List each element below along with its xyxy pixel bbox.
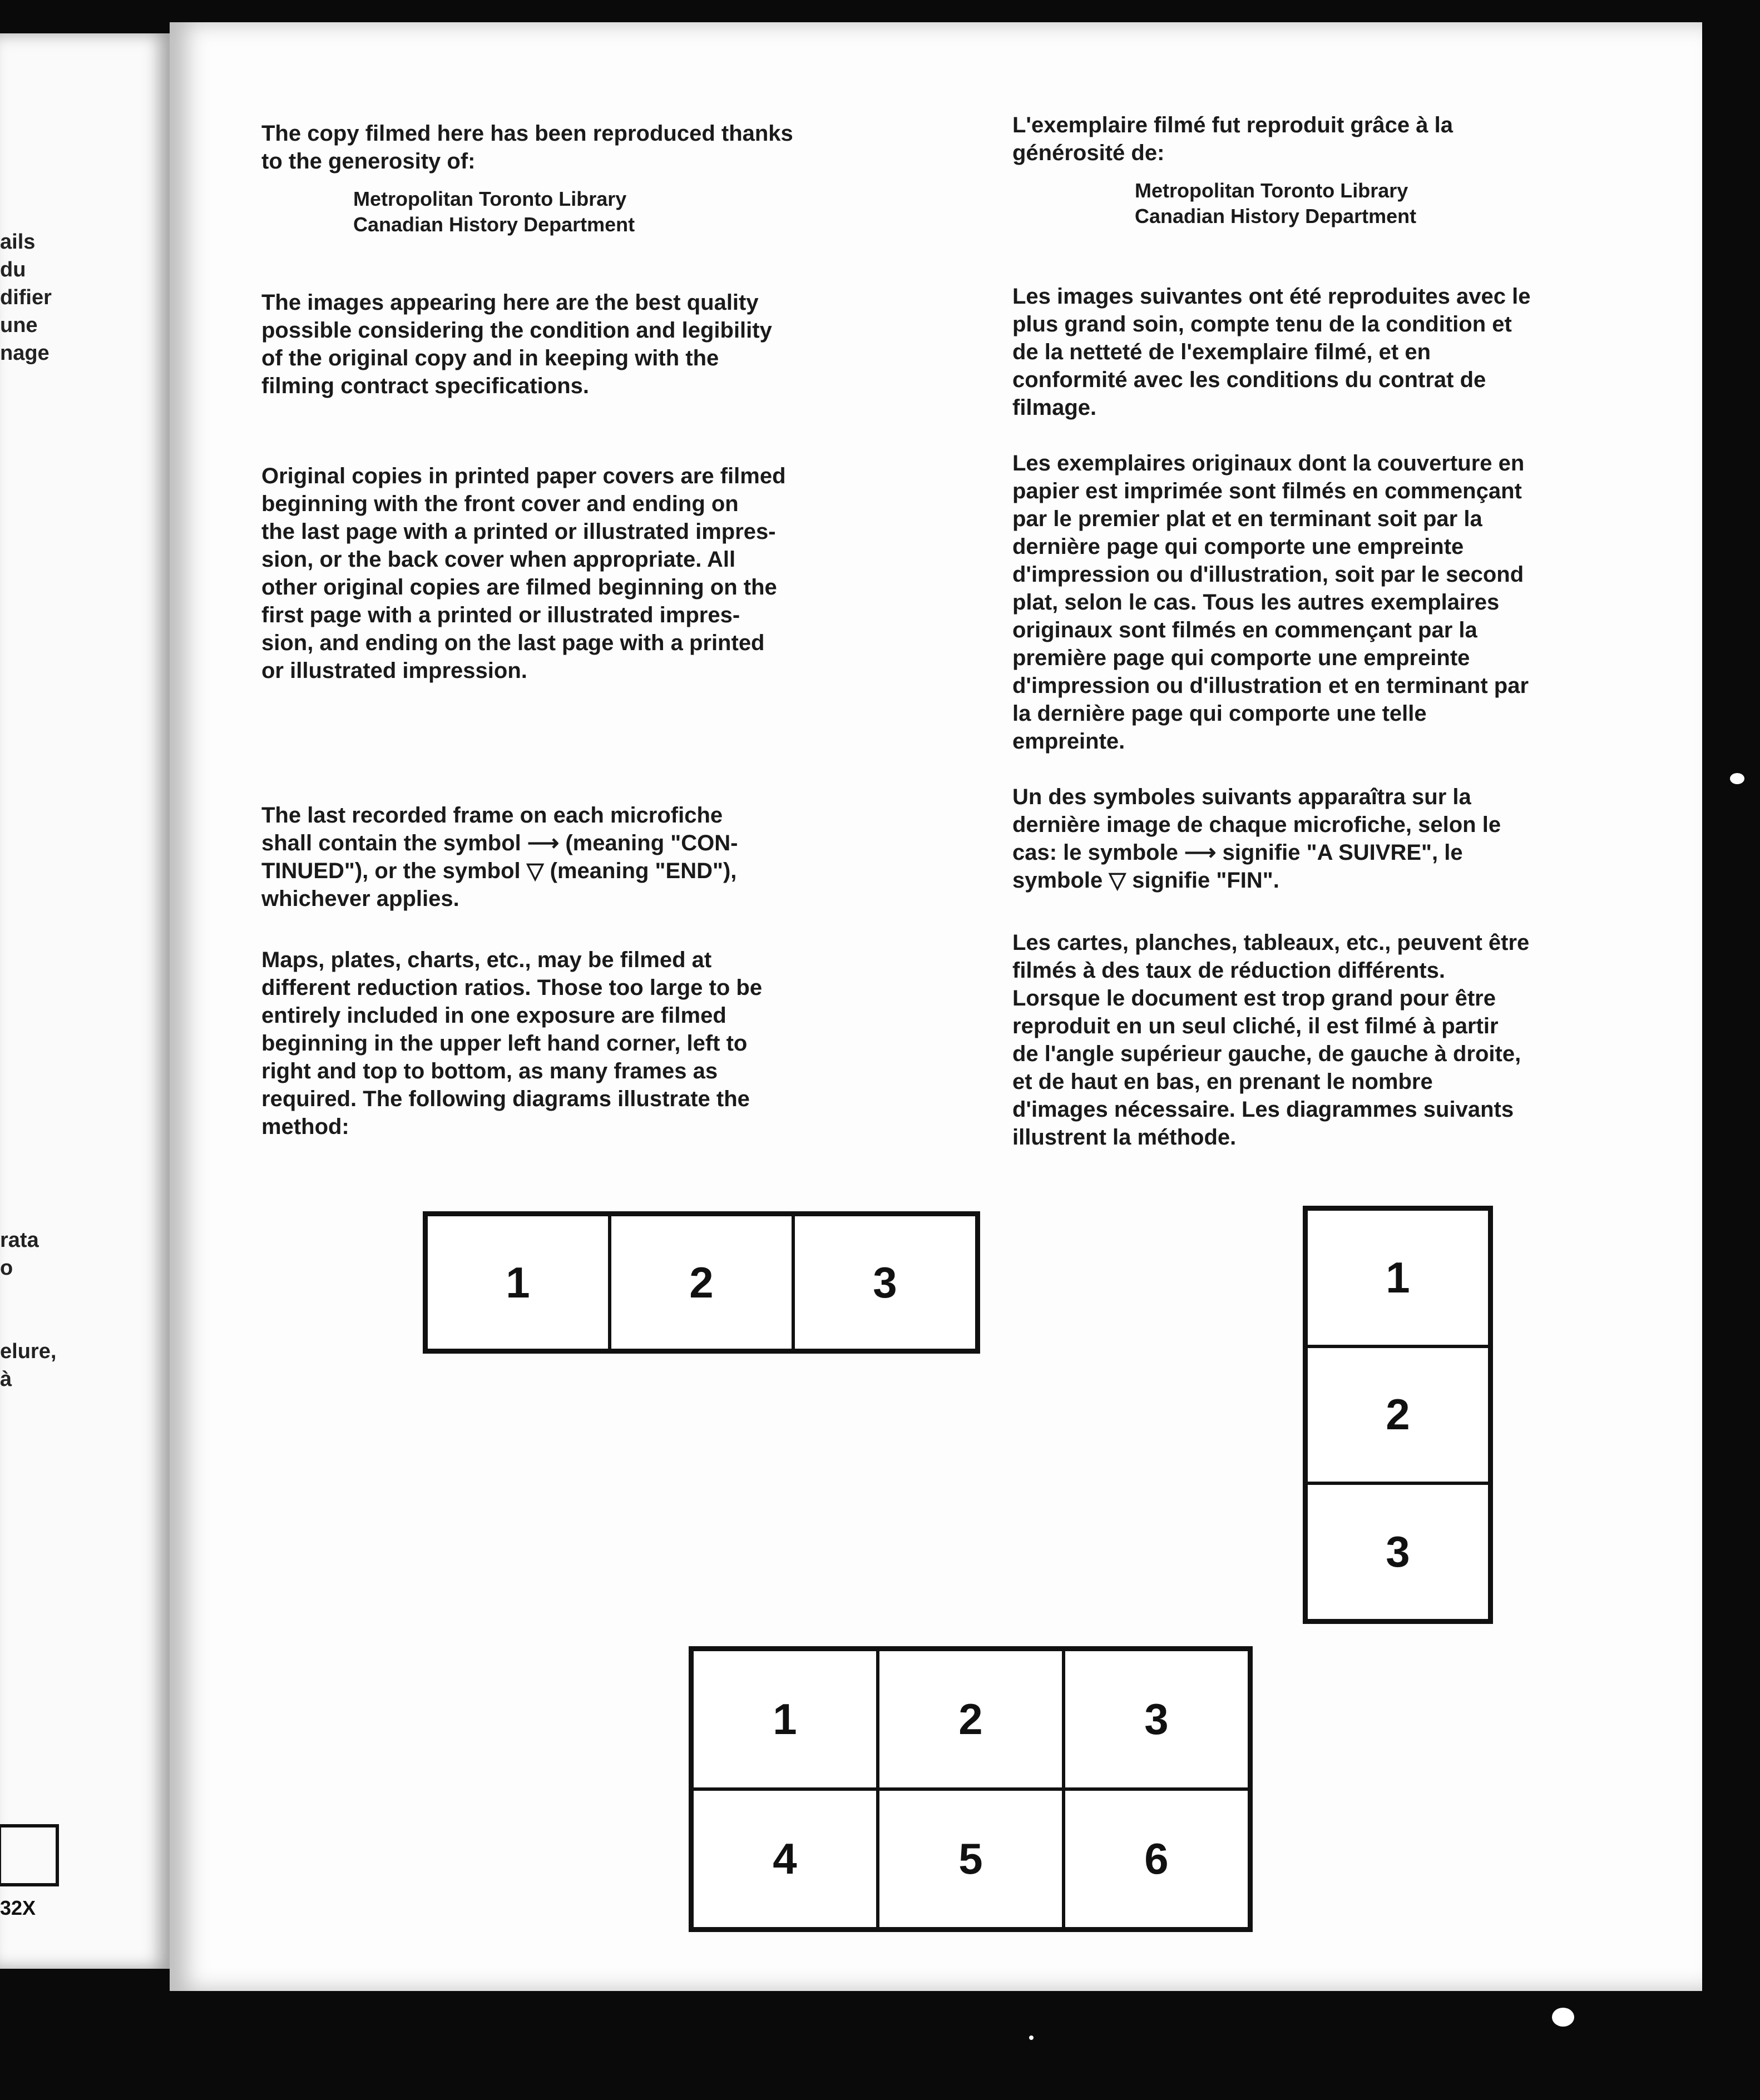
left-fragment: rata (0, 1229, 39, 1252)
left-fragment: elure, (0, 1340, 57, 1363)
frame-cell: 2 (610, 1215, 793, 1350)
frame-cell: 4 (692, 1789, 878, 1929)
left-fragment: une (0, 314, 38, 337)
french-institution: Metropolitan Toronto Library Canadian History Department (1135, 179, 1417, 227)
frame-cell: 3 (1064, 1650, 1249, 1789)
french-acknowledgement: L'exemplaire filmé fut reproduit grâce à la générosité de: (1012, 113, 1453, 165)
diagram-column (1303, 1206, 1493, 1624)
frame-cell: 1 (1306, 1209, 1490, 1346)
frame-cell: 2 (1306, 1346, 1490, 1484)
dust-speck (1730, 773, 1744, 784)
french-maps-paragraph: Les cartes, planches, tableaux, etc., peuvent être filmés à des taux de réduction différents. Lorsque le document est trop grand pour être reproduit en un seul cliché, il est filmé à partir de l'angle supérieur gauche, de gauche à droite, et de haut en bas, en prenant le nombre d'images nécessaire. Les diagrammes suivants illustrent la méthode. (1012, 930, 1530, 1150)
english-images-paragraph: The images appearing here are the best quality possible considering the condition and legibility of the original copy and in keeping with the filming contract specifications. (261, 290, 772, 398)
left-fragment: du (0, 258, 26, 281)
left-fragment: difier (0, 286, 52, 309)
left-fragment: nage (0, 341, 50, 365)
frame-cell: 2 (878, 1650, 1064, 1789)
reduction-label: 32X (0, 1896, 36, 1919)
frame-cell: 3 (1306, 1483, 1490, 1621)
diagram-grid (689, 1646, 1253, 1932)
frame-cell: 5 (878, 1789, 1064, 1929)
english-maps-paragraph: Maps, plates, charts, etc., may be filmed at different reduction ratios. Those too large to be entirely included in one exposure are filmed beginning in the upper left hand corner, left to right and top to bottom, as many frames as required. The following diagrams illustrate the method: (261, 948, 763, 1139)
left-fragment: ails (0, 230, 36, 254)
left-frame-box (0, 1824, 59, 1886)
english-symbols-paragraph: The last recorded frame on each microfiche shall contain the symbol ⟶ (meaning "CON- TINUED"), or the symbol ▽ (meaning "END"), whichever applies. (261, 803, 738, 911)
english-institution: Metropolitan Toronto Library Canadian History Department (353, 187, 635, 236)
adjacent-page-fragment (0, 33, 170, 1969)
dust-speck (1029, 2035, 1034, 2040)
frame-cell: 1 (692, 1650, 878, 1789)
frame-cell: 1 (426, 1215, 610, 1350)
french-originals-paragraph: Les exemplaires originaux dont la couverture en papier est imprimée sont filmés en commençant par le premier plat et en terminant soit par la dernière page qui comporte une empreinte d'impression ou d'illustration, soit par le second plat, selon le cas. Tous les autres exemplaires originaux sont filmés en commençant par la première page qui comporte une empreinte d'impression ou d'illustration et en terminant par la dernière page qui comporte une telle empreinte. (1012, 451, 1529, 754)
english-column (261, 120, 901, 1141)
english-originals-paragraph: Original copies in printed paper covers are filmed beginning with the front cover and ending on the last page with a printed or illustrated impres- sion, or the back cover when appropriate. All other original copies are filmed beginning on the first page with a printed or illustrated impres- sion, and ending on the last page with a printed or illustrated impression. (261, 464, 786, 683)
left-fragment: à (0, 1368, 12, 1391)
french-column (1012, 111, 1652, 1151)
left-fragment: o (0, 1256, 13, 1280)
diagram-row (423, 1211, 980, 1354)
french-symbols-paragraph: Un des symboles suivants apparaîtra sur la dernière image de chaque microfiche, selon le cas: le symbole ⟶ signifie "A SUIVRE", le symbole ▽ signifie "FIN". (1012, 785, 1501, 893)
dust-speck (1552, 2008, 1574, 2027)
english-acknowledgement: The copy filmed here has been reproduced thanks to the generosity of: (261, 121, 793, 174)
french-images-paragraph: Les images suivantes ont été reproduites avec le plus grand soin, compte tenu de la condition et de la netteté de l'exemplaire filmé, et en conformité avec les conditions du contrat de filmage. (1012, 284, 1531, 420)
frame-cell: 3 (793, 1215, 977, 1350)
frame-cell: 6 (1064, 1789, 1249, 1929)
